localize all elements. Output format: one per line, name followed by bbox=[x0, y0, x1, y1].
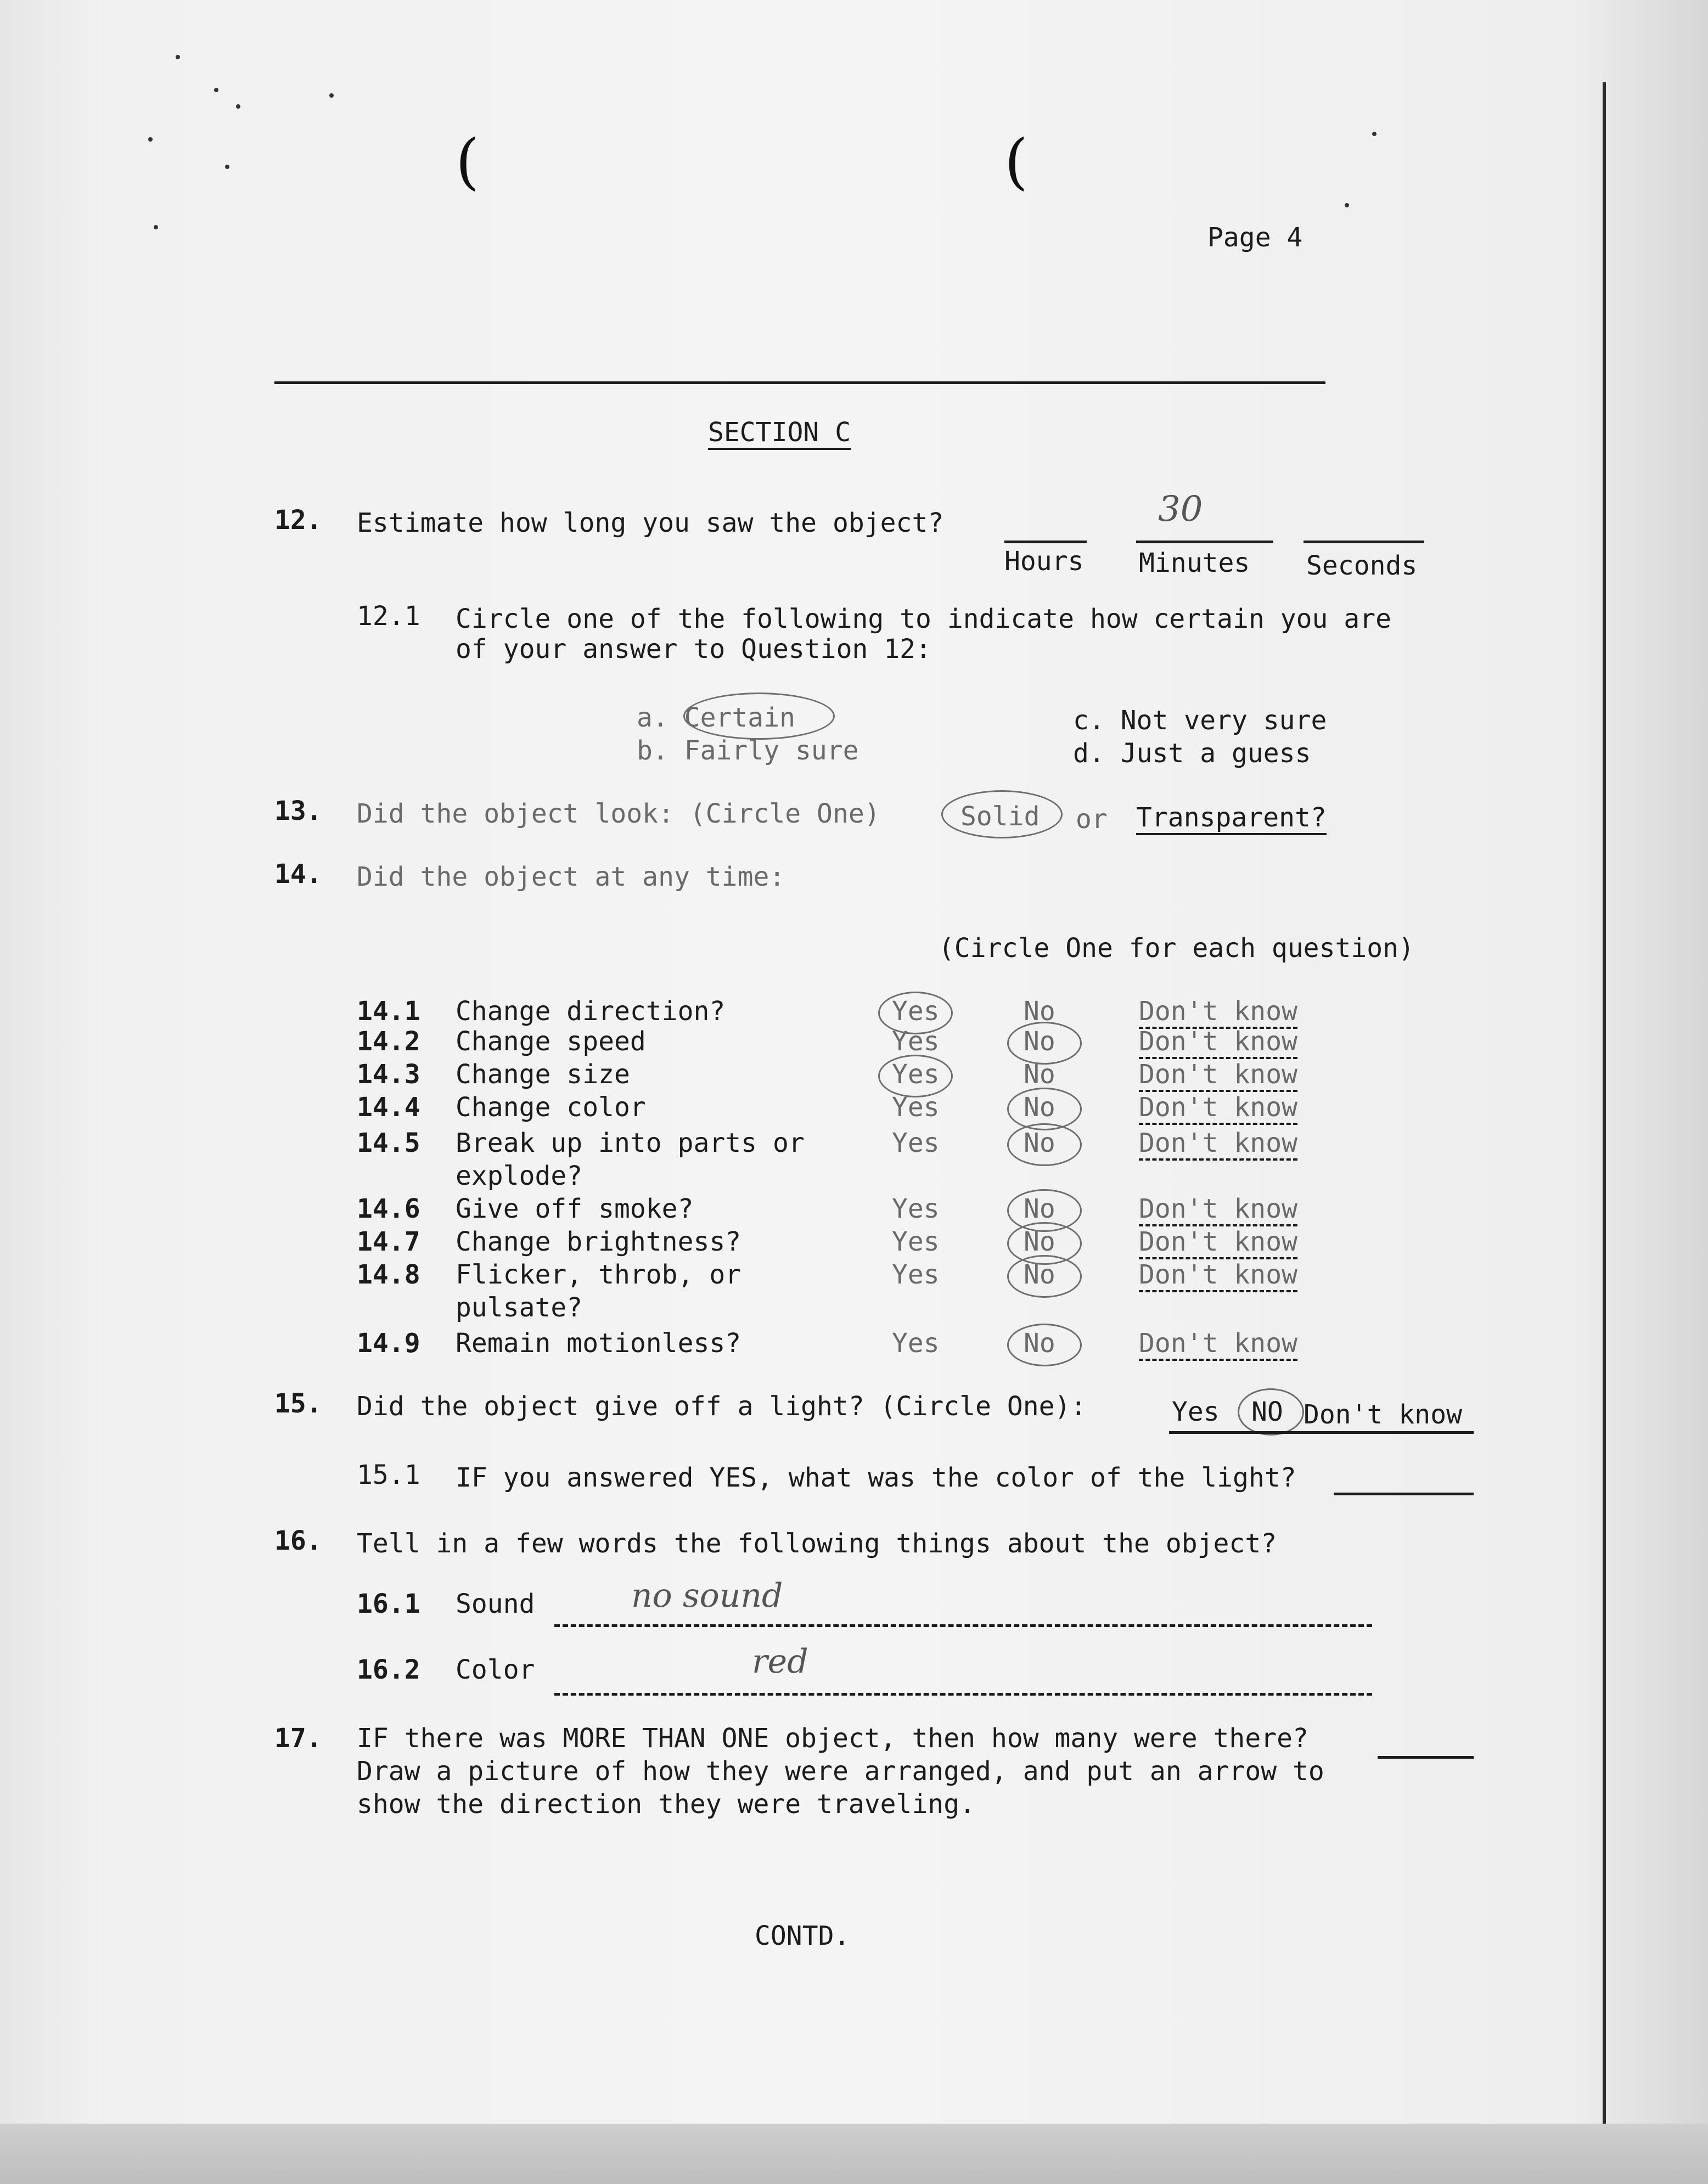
circled-answer bbox=[878, 1055, 953, 1097]
option-yes: Yes bbox=[892, 1259, 940, 1290]
option-yes: Yes bbox=[892, 1128, 940, 1158]
question-number: 17. bbox=[274, 1723, 322, 1754]
item-number: 14.8 bbox=[357, 1259, 420, 1290]
conjunction: or bbox=[1076, 804, 1108, 835]
hours-blank bbox=[1004, 541, 1087, 543]
question-text: Did the object at any time: bbox=[357, 862, 785, 892]
item-label: Change color bbox=[456, 1092, 646, 1123]
color-blank bbox=[554, 1693, 1372, 1696]
question-number: 16. bbox=[274, 1526, 322, 1556]
seconds-blank bbox=[1304, 541, 1424, 543]
item-number: 14.3 bbox=[357, 1059, 420, 1090]
option-d: d. Just a guess bbox=[1073, 738, 1311, 769]
scan-border bbox=[0, 2124, 1708, 2184]
page-number: Page 4 bbox=[1207, 222, 1303, 253]
question-text: Did the object look: (Circle One) bbox=[357, 798, 880, 829]
option-no: No bbox=[1024, 1059, 1055, 1090]
question-number: 14. bbox=[274, 859, 322, 890]
item-label-continued: explode? bbox=[456, 1161, 583, 1191]
question-number: 16.2 bbox=[357, 1654, 420, 1685]
question-number: 13. bbox=[274, 796, 322, 826]
section-title: SECTION C bbox=[708, 417, 851, 450]
circled-answer bbox=[1007, 1022, 1082, 1065]
scan-speck bbox=[1345, 203, 1349, 207]
option-dont-know: Don't know bbox=[1139, 1059, 1297, 1092]
scan-speck bbox=[329, 93, 334, 98]
option-yes: Yes bbox=[892, 1226, 940, 1257]
option-c: c. Not very sure bbox=[1073, 705, 1327, 736]
item-label: Remain motionless? bbox=[456, 1328, 741, 1359]
option-no: NO bbox=[1251, 1397, 1283, 1427]
option-yes: Yes bbox=[892, 1059, 940, 1090]
option-no: No bbox=[1024, 1194, 1055, 1224]
question-text: Draw a picture of how they were arranged, and put an arrow to bbox=[357, 1756, 1324, 1787]
scan-speck bbox=[1372, 132, 1376, 136]
option-yes: Yes bbox=[892, 1026, 940, 1057]
option-yes: Yes bbox=[892, 1328, 940, 1359]
seconds-label: Seconds bbox=[1306, 550, 1418, 581]
option-no: No bbox=[1024, 1226, 1055, 1257]
minutes-blank bbox=[1136, 541, 1273, 543]
option-no: No bbox=[1024, 1259, 1055, 1290]
item-label: Break up into parts or bbox=[456, 1128, 805, 1158]
circled-answer bbox=[941, 790, 1063, 838]
count-blank bbox=[1378, 1756, 1474, 1759]
question-text: Did the object give off a light? (Circle One): bbox=[357, 1391, 1087, 1422]
item-number: 14.1 bbox=[357, 996, 420, 1027]
punch-hole-mark: ( bbox=[1004, 126, 1028, 196]
continued-note: CONTD. bbox=[755, 1921, 850, 1951]
sound-blank bbox=[554, 1624, 1372, 1627]
option-dont-know: Don't know bbox=[1304, 1399, 1462, 1430]
question-number: 12. bbox=[274, 505, 322, 536]
question-number: 15. bbox=[274, 1388, 322, 1419]
option-dont-know: Don't know bbox=[1139, 1128, 1297, 1161]
question-text: IF you answered YES, what was the color of the light? bbox=[456, 1462, 1296, 1493]
item-label: Flicker, throb, or bbox=[456, 1259, 741, 1290]
option-no: No bbox=[1024, 1092, 1055, 1123]
item-label: Change brightness? bbox=[456, 1226, 741, 1257]
item-number: 14.6 bbox=[357, 1194, 420, 1224]
item-label: Change direction? bbox=[456, 996, 726, 1027]
question-number: 16.1 bbox=[357, 1589, 420, 1619]
circled-answer bbox=[1007, 1324, 1082, 1366]
instruction: (Circle One for each question) bbox=[939, 933, 1414, 964]
question-text: IF there was MORE THAN ONE object, then how many were there? bbox=[357, 1723, 1308, 1754]
answer-underline bbox=[1169, 1431, 1474, 1434]
question-number: 12.1 bbox=[357, 601, 420, 632]
question-text: Tell in a few words the following things about the object? bbox=[357, 1528, 1277, 1559]
item-label: Give off smoke? bbox=[456, 1194, 694, 1224]
answer-minutes: 30 bbox=[1158, 489, 1203, 530]
item-number: 14.5 bbox=[357, 1128, 420, 1158]
scan-speck bbox=[176, 55, 180, 59]
question-text: show the direction they were traveling. bbox=[357, 1789, 976, 1820]
option-solid: Solid bbox=[960, 801, 1040, 832]
item-number: 14.9 bbox=[357, 1328, 420, 1359]
option-yes: Yes bbox=[1172, 1397, 1220, 1427]
option-no: No bbox=[1024, 1026, 1055, 1057]
scan-speck bbox=[225, 165, 229, 169]
option-b: b. Fairly sure bbox=[637, 735, 859, 766]
hours-label: Hours bbox=[1004, 546, 1084, 577]
scan-speck bbox=[154, 225, 158, 229]
field-label: Sound bbox=[456, 1589, 535, 1619]
question-number: 15.1 bbox=[357, 1460, 420, 1490]
scan-speck bbox=[148, 137, 153, 142]
color-answer: red bbox=[752, 1642, 808, 1681]
item-number: 14.2 bbox=[357, 1026, 420, 1057]
item-label: Change size bbox=[456, 1059, 630, 1090]
item-label-continued: pulsate? bbox=[456, 1292, 583, 1323]
sound-answer: no sound bbox=[631, 1577, 783, 1615]
option-yes: Yes bbox=[892, 1092, 940, 1123]
option-transparent: Transparent? bbox=[1136, 802, 1327, 835]
option-dont-know: Don't know bbox=[1139, 1226, 1297, 1259]
circled-answer bbox=[683, 693, 835, 740]
option-no: No bbox=[1024, 996, 1055, 1027]
scan-speck bbox=[236, 104, 240, 109]
option-yes: Yes bbox=[892, 1194, 940, 1224]
option-dont-know: Don't know bbox=[1139, 996, 1297, 1029]
question-text: of your answer to Question 12: bbox=[456, 634, 931, 665]
page-edge bbox=[1603, 82, 1606, 2140]
header-divider bbox=[274, 381, 1325, 384]
circled-answer bbox=[1007, 1123, 1082, 1166]
circled-answer bbox=[1238, 1388, 1304, 1436]
option-a: a. Certain bbox=[637, 702, 795, 733]
item-number: 14.4 bbox=[357, 1092, 420, 1123]
item-label: Change speed bbox=[456, 1026, 646, 1057]
option-no: No bbox=[1024, 1328, 1055, 1359]
option-dont-know: Don't know bbox=[1139, 1092, 1297, 1125]
option-no: No bbox=[1024, 1128, 1055, 1158]
circled-answer bbox=[1007, 1255, 1082, 1298]
question-text: Estimate how long you saw the object? bbox=[357, 508, 944, 538]
item-number: 14.7 bbox=[357, 1226, 420, 1257]
question-text: Circle one of the following to indicate how certain you are bbox=[456, 604, 1392, 634]
punch-hole-mark: ( bbox=[456, 126, 479, 196]
color-blank bbox=[1334, 1493, 1474, 1495]
minutes-label: Minutes bbox=[1139, 548, 1250, 578]
option-dont-know: Don't know bbox=[1139, 1259, 1297, 1292]
option-yes: Yes bbox=[892, 996, 940, 1027]
option-dont-know: Don't know bbox=[1139, 1328, 1297, 1361]
option-dont-know: Don't know bbox=[1139, 1026, 1297, 1059]
field-label: Color bbox=[456, 1654, 535, 1685]
scan-speck bbox=[214, 88, 218, 92]
option-dont-know: Don't know bbox=[1139, 1194, 1297, 1226]
